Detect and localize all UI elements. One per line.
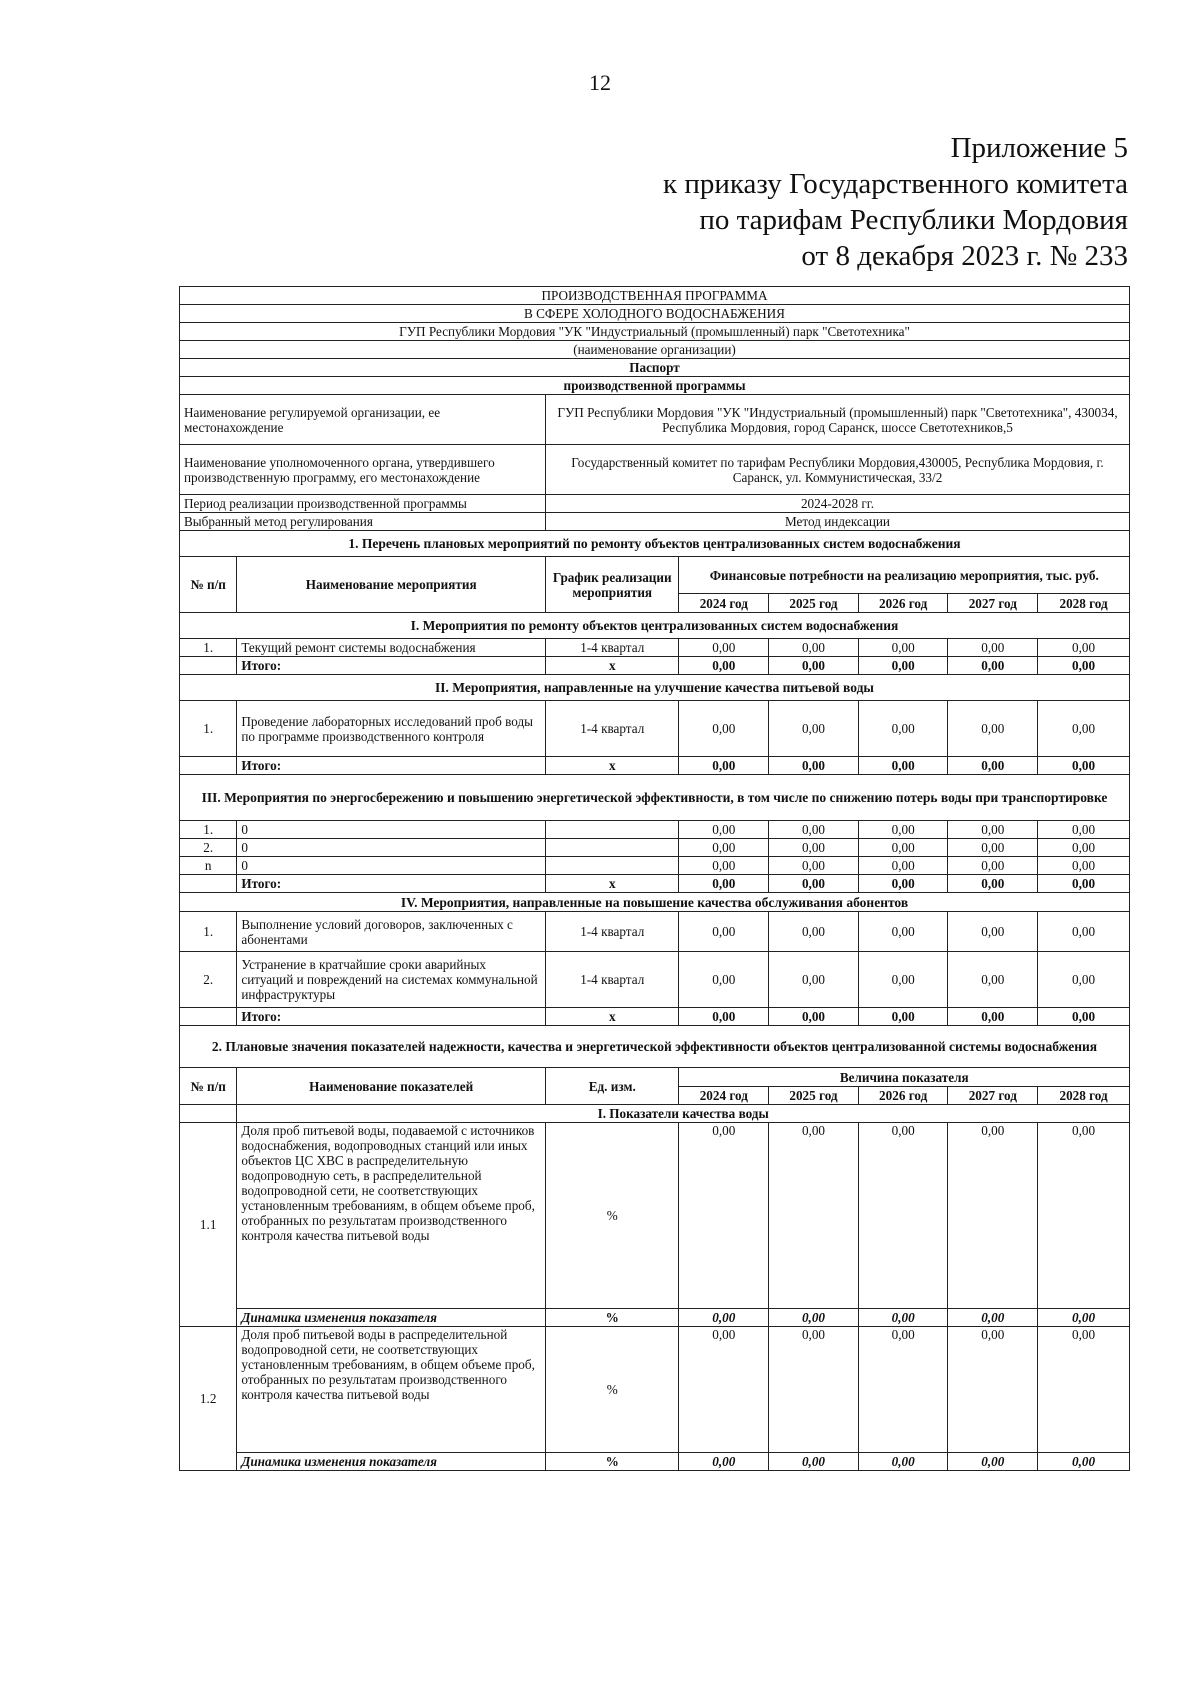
organization-caption: (наименование организации) <box>180 341 1130 359</box>
value-cell: 0,00 <box>858 1123 948 1309</box>
total-label: Итого: <box>237 757 546 775</box>
activity-schedule: 1-4 квартал <box>546 639 679 657</box>
total-label: Итого: <box>237 1008 546 1026</box>
dynamics-value: 0,00 <box>858 1453 948 1471</box>
value-cell: 0,00 <box>948 639 1038 657</box>
row-number: 2. <box>180 839 237 857</box>
passport-subtitle: производственной программы <box>180 377 1130 395</box>
value-cell: 0,00 <box>858 1327 948 1453</box>
dynamics-unit: % <box>546 1453 679 1471</box>
column-header-unit: Ед. изм. <box>546 1068 679 1105</box>
value-cell: 0,00 <box>679 821 769 839</box>
appendix-line-3: по тарифам Республики Мордовия <box>699 204 1128 236</box>
dynamics-value: 0,00 <box>679 1453 769 1471</box>
appendix-line-1: Приложение 5 <box>950 132 1128 164</box>
value-cell: 0,00 <box>679 952 769 1008</box>
total-value: 0,00 <box>858 1008 948 1026</box>
total-x: x <box>546 875 679 893</box>
value-cell: 0,00 <box>1038 912 1130 952</box>
value-cell: 0,00 <box>948 912 1038 952</box>
group-4-title: IV. Мероприятия, направленные на повышение качества обслуживания абонентов <box>180 893 1130 912</box>
activity-schedule <box>546 821 679 839</box>
year-header: 2026 год <box>858 1087 948 1105</box>
activity-schedule: 1-4 квартал <box>546 701 679 757</box>
indicator-unit: % <box>546 1327 679 1453</box>
appendix-line-2: к приказу Государственного комитета <box>662 168 1128 200</box>
value-cell: 0,00 <box>1038 701 1130 757</box>
value-cell: 0,00 <box>769 1327 859 1453</box>
total-value: 0,00 <box>769 1008 859 1026</box>
total-value: 0,00 <box>1038 657 1130 675</box>
value-cell: 0,00 <box>679 912 769 952</box>
indicator-name: Доля проб питьевой воды в распределительной водопроводной сети, не соответствующих установленным требованиям, в общем объеме проб, отобранных по результатам производственного контроля качества питьевой воды <box>237 1327 546 1453</box>
total-value: 0,00 <box>769 875 859 893</box>
passport-method-value: Метод индексации <box>546 513 1130 531</box>
total-label: Итого: <box>237 875 546 893</box>
row-number: n <box>180 857 237 875</box>
value-cell: 0,00 <box>679 639 769 657</box>
year-header: 2025 год <box>769 1087 859 1105</box>
value-cell: 0,00 <box>948 857 1038 875</box>
total-value: 0,00 <box>858 875 948 893</box>
value-cell: 0,00 <box>679 857 769 875</box>
value-cell: 0,00 <box>858 912 948 952</box>
dynamics-value: 0,00 <box>769 1309 859 1327</box>
dynamics-value: 0,00 <box>948 1309 1038 1327</box>
activity-name: 0 <box>237 839 546 857</box>
value-cell: 0,00 <box>1038 839 1130 857</box>
group-2-title: II. Мероприятия, направленные на улучшение качества питьевой воды <box>180 675 1130 701</box>
row-number: 1. <box>180 701 237 757</box>
activity-name: Выполнение условий договоров, заключенных с абонентами <box>237 912 546 952</box>
value-cell: 0,00 <box>858 821 948 839</box>
value-cell: 0,00 <box>1038 952 1130 1008</box>
value-cell: 0,00 <box>858 701 948 757</box>
column-header-activity: Наименование мероприятия <box>237 557 546 613</box>
passport-method-label: Выбранный метод регулирования <box>180 513 546 531</box>
section-1-title: 1. Перечень плановых мероприятий по ремонту объектов централизованных систем водоснабжения <box>180 531 1130 557</box>
activity-name: 0 <box>237 821 546 839</box>
total-value: 0,00 <box>858 757 948 775</box>
value-cell: 0,00 <box>858 952 948 1008</box>
total-value: 0,00 <box>948 657 1038 675</box>
year-header: 2027 год <box>948 594 1038 613</box>
value-cell: 0,00 <box>1038 821 1130 839</box>
row-number: 1.1 <box>180 1123 237 1327</box>
passport-period-value: 2024-2028 гг. <box>546 495 1130 513</box>
dynamics-value: 0,00 <box>1038 1453 1130 1471</box>
total-x: x <box>546 1008 679 1026</box>
column-header-number: № п/п <box>180 557 237 613</box>
value-cell: 0,00 <box>948 952 1038 1008</box>
total-value: 0,00 <box>948 757 1038 775</box>
activity-schedule: 1-4 квартал <box>546 912 679 952</box>
row-number: 1. <box>180 821 237 839</box>
value-cell: 0,00 <box>1038 1123 1130 1309</box>
total-x: x <box>546 657 679 675</box>
indicator-group-title: I. Показатели качества воды <box>237 1105 1130 1123</box>
passport-org-value: ГУП Республики Мордовия "УК "Индустриальный (промышленный) парк "Светотехника", 430034, Республика Мордовия, город Саранск, шоссе Светотехников,5 <box>546 395 1130 445</box>
dynamics-label: Динамика изменения показателя <box>237 1309 546 1327</box>
value-cell: 0,00 <box>769 1123 859 1309</box>
value-cell: 0,00 <box>769 639 859 657</box>
group-1-title: I. Мероприятия по ремонту объектов централизованных систем водоснабжения <box>180 613 1130 639</box>
value-cell: 0,00 <box>1038 639 1130 657</box>
total-value: 0,00 <box>769 657 859 675</box>
row-number: 2. <box>180 952 237 1008</box>
total-value: 0,00 <box>1038 875 1130 893</box>
total-value: 0,00 <box>679 1008 769 1026</box>
program-subtitle: В СФЕРЕ ХОЛОДНОГО ВОДОСНАБЖЕНИЯ <box>180 305 1130 323</box>
indicator-unit: % <box>546 1123 679 1309</box>
dynamics-value: 0,00 <box>769 1453 859 1471</box>
row-number: 1. <box>180 639 237 657</box>
value-cell: 0,00 <box>679 701 769 757</box>
section-2-title: 2. Плановые значения показателей надежности, качества и энергетической эффективности объектов централизованной системы водоснабжения <box>180 1026 1130 1068</box>
organization-name: ГУП Республики Мордовия "УК "Индустриальный (промышленный) парк "Светотехника" <box>180 323 1130 341</box>
dynamics-label: Динамика изменения показателя <box>237 1453 546 1471</box>
value-cell: 0,00 <box>679 1327 769 1453</box>
value-cell: 0,00 <box>948 839 1038 857</box>
year-header: 2028 год <box>1038 1087 1130 1105</box>
column-header-number: № п/п <box>180 1068 237 1105</box>
value-cell: 0,00 <box>858 857 948 875</box>
activity-name: Текущий ремонт системы водоснабжения <box>237 639 546 657</box>
value-cell: 0,00 <box>679 1123 769 1309</box>
value-cell: 0,00 <box>769 701 859 757</box>
value-cell: 0,00 <box>948 1327 1038 1453</box>
value-cell: 0,00 <box>858 639 948 657</box>
total-value: 0,00 <box>679 757 769 775</box>
dynamics-unit: % <box>546 1309 679 1327</box>
dynamics-value: 0,00 <box>679 1309 769 1327</box>
value-cell: 0,00 <box>679 839 769 857</box>
value-cell: 0,00 <box>769 821 859 839</box>
value-cell: 0,00 <box>769 857 859 875</box>
column-header-finance: Финансовые потребности на реализацию мероприятия, тыс. руб. <box>679 557 1130 594</box>
row-number: 1. <box>180 912 237 952</box>
year-header: 2027 год <box>948 1087 1038 1105</box>
passport-authority-value: Государственный комитет по тарифам Республики Мордовия,430005, Республика Мордовия, г. Саранск, ул. Коммунистическая, 33/2 <box>546 445 1130 495</box>
activity-schedule: 1-4 квартал <box>546 952 679 1008</box>
activity-schedule <box>546 857 679 875</box>
page-number: 12 <box>589 70 611 95</box>
activity-name: Проведение лабораторных исследований проб воды по программе производственного контроля <box>237 701 546 757</box>
total-value: 0,00 <box>679 657 769 675</box>
production-program-table <box>179 286 1130 1471</box>
group-3-title: III. Мероприятия по энергосбережению и повышению энергетической эффективности, в том числе по снижению потерь воды при транспортировке <box>180 775 1130 821</box>
indicator-name: Доля проб питьевой воды, подаваемой с источников водоснабжения, водопроводных станций или иных объектов ЦС ХВС в распределительную водопроводную сеть, в распределительной водопроводной сети, не соответствующих установленным требованиям, в общем объеме проб, отобранных по результатам производственного контроля качества питьевой воды <box>237 1123 546 1309</box>
dynamics-value: 0,00 <box>1038 1309 1130 1327</box>
passport-period-label: Период реализации производственной программы <box>180 495 546 513</box>
activity-schedule <box>546 839 679 857</box>
activity-name: Устранение в кратчайшие сроки аварийных ситуаций и повреждений на системах коммунальной инфраструктуры <box>237 952 546 1008</box>
passport-org-label: Наименование регулируемой организации, ее местонахождение <box>180 395 546 445</box>
total-value: 0,00 <box>769 757 859 775</box>
year-header: 2026 год <box>858 594 948 613</box>
value-cell: 0,00 <box>769 839 859 857</box>
year-header: 2025 год <box>769 594 859 613</box>
activity-name: 0 <box>237 857 546 875</box>
row-number: 1.2 <box>180 1327 237 1471</box>
value-cell: 0,00 <box>858 839 948 857</box>
year-header: 2024 год <box>679 1087 769 1105</box>
value-cell: 0,00 <box>769 912 859 952</box>
value-cell: 0,00 <box>948 821 1038 839</box>
value-cell: 0,00 <box>948 1123 1038 1309</box>
value-cell: 0,00 <box>1038 857 1130 875</box>
value-cell: 0,00 <box>948 701 1038 757</box>
year-header: 2024 год <box>679 594 769 613</box>
column-header-indicator: Наименование показателей <box>237 1068 546 1105</box>
appendix-line-4: от 8 декабря 2023 г. № 233 <box>801 240 1128 272</box>
dynamics-value: 0,00 <box>858 1309 948 1327</box>
total-value: 0,00 <box>858 657 948 675</box>
dynamics-value: 0,00 <box>948 1453 1038 1471</box>
total-value: 0,00 <box>1038 757 1130 775</box>
program-title: ПРОИЗВОДСТВЕННАЯ ПРОГРАММА <box>180 287 1130 305</box>
total-value: 0,00 <box>948 875 1038 893</box>
total-value: 0,00 <box>1038 1008 1130 1026</box>
total-value: 0,00 <box>948 1008 1038 1026</box>
column-header-schedule: График реализации мероприятия <box>546 557 679 613</box>
appendix-reference <box>663 130 1128 274</box>
value-cell: 0,00 <box>769 952 859 1008</box>
passport-title: Паспорт <box>180 359 1130 377</box>
value-cell: 0,00 <box>1038 1327 1130 1453</box>
passport-authority-label: Наименование уполномоченного органа, утвердившего производственную программу, его местонахождение <box>180 445 546 495</box>
column-header-value: Величина показателя <box>679 1068 1130 1087</box>
total-value: 0,00 <box>679 875 769 893</box>
year-header: 2028 год <box>1038 594 1130 613</box>
total-x: x <box>546 757 679 775</box>
total-label: Итого: <box>237 657 546 675</box>
